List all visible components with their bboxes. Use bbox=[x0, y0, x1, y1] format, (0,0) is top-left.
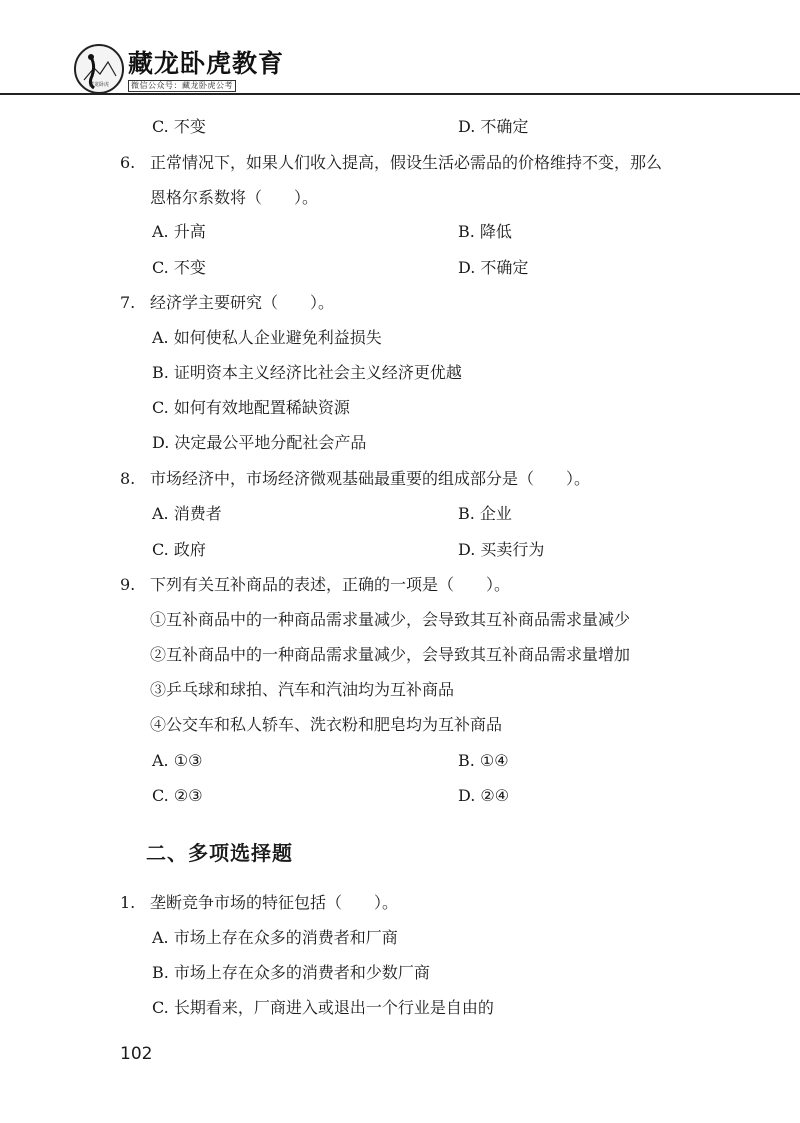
question-9-statement-3: ③乒乓球和球拍、汽车和汽油均为互补商品 bbox=[150, 680, 455, 699]
option-m1-a: A. 市场上存在众多的消费者和厂商 bbox=[152, 928, 398, 947]
question-number-6: 6. bbox=[120, 153, 136, 172]
logo-text: 藏龙卧虎 bbox=[88, 82, 109, 88]
option-q6-a: A. 升高 bbox=[152, 222, 206, 241]
question-9-statement-2: ②互补商品中的一种商品需求量减少，会导致其互补商品需求量增加 bbox=[150, 645, 631, 664]
question-7-stem: 经济学主要研究（ ）。 bbox=[150, 293, 335, 312]
option-q9-c: C. ②③ bbox=[152, 786, 203, 805]
page-number: 102 bbox=[120, 1044, 153, 1064]
option-q5-d: D. 不确定 bbox=[458, 117, 529, 136]
question-9-statement-4: ④公交车和私人轿车、洗衣粉和肥皂均为互补商品 bbox=[150, 715, 503, 734]
header-divider bbox=[0, 93, 800, 95]
option-q6-c: C. 不变 bbox=[152, 258, 206, 277]
question-8-stem: 市场经济中，市场经济微观基础最重要的组成部分是（ ）。 bbox=[150, 469, 591, 488]
option-q9-d: D. ②④ bbox=[458, 786, 510, 805]
question-number-9: 9. bbox=[120, 575, 136, 594]
option-q9-a: A. ①③ bbox=[152, 751, 203, 770]
logo-icon bbox=[74, 44, 124, 94]
question-9-stem: 下列有关互补商品的表述，正确的一项是（ ）。 bbox=[150, 575, 511, 594]
question-9-statement-1: ①互补商品中的一种商品需求量减少，会导致其互补商品需求量减少 bbox=[150, 610, 631, 629]
section-heading: 二、多项选择题 bbox=[146, 841, 293, 865]
option-m1-b: B. 市场上存在众多的消费者和少数厂商 bbox=[152, 963, 430, 982]
option-q6-d: D. 不确定 bbox=[458, 258, 529, 277]
question-6-stem-line1: 正常情况下，如果人们收入提高，假设生活必需品的价格维持不变，那么 bbox=[150, 153, 663, 172]
option-q6-b: B. 降低 bbox=[458, 222, 512, 241]
option-q7-b: B. 证明资本主义经济比社会主义经济更优越 bbox=[152, 363, 462, 382]
question-6-stem-line2: 恩格尔系数将（ ）。 bbox=[150, 188, 319, 207]
option-q9-b: B. ①④ bbox=[458, 751, 509, 770]
option-q7-a: A. 如何使私人企业避免利益损失 bbox=[152, 328, 382, 347]
option-q8-d: D. 买卖行为 bbox=[458, 540, 545, 559]
brand-title: 藏龙卧虎教育 bbox=[128, 49, 285, 78]
option-q5-c: C. 不变 bbox=[152, 117, 206, 136]
option-q8-a: A. 消费者 bbox=[152, 504, 222, 523]
option-q7-d: D. 决定最公平地分配社会产品 bbox=[152, 433, 367, 452]
option-q8-c: C. 政府 bbox=[152, 540, 206, 559]
option-m1-c: C. 长期看来，厂商进入或退出一个行业是自由的 bbox=[152, 998, 494, 1017]
brand-subtitle: 微信公众号：藏龙卧虎公考 bbox=[128, 80, 236, 92]
option-q7-c: C. 如何有效地配置稀缺资源 bbox=[152, 398, 350, 417]
question-m1-stem: 垄断竞争市场的特征包括（ ）。 bbox=[150, 893, 399, 912]
question-number-7: 7. bbox=[120, 293, 136, 312]
question-number-m1: 1. bbox=[120, 893, 136, 912]
question-number-8: 8. bbox=[120, 469, 136, 488]
option-q8-b: B. 企业 bbox=[458, 504, 512, 523]
page-header bbox=[0, 0, 800, 100]
